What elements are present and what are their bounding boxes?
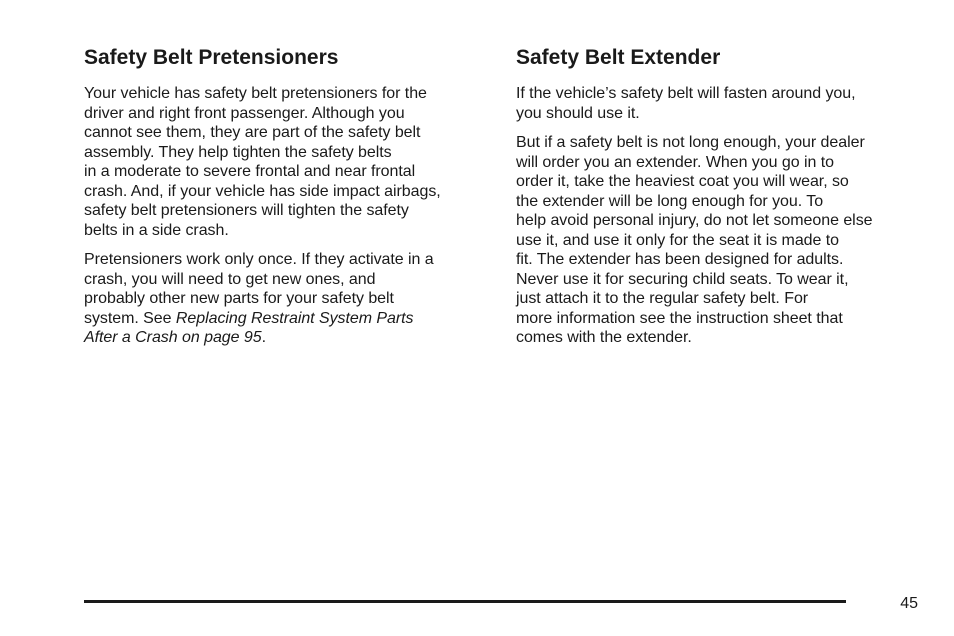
- text-line: If the vehicle’s safety belt will fasten around you,: [516, 85, 856, 102]
- extender-paragraph-1: [516, 84, 926, 123]
- pretensioners-paragraph-1: [84, 84, 494, 240]
- text-line: fit. The extender has been designed for adults.: [516, 251, 844, 268]
- left-column: [84, 44, 494, 358]
- text-line: order it, take the heaviest coat you will wear, so: [516, 173, 849, 190]
- footer-divider: [84, 600, 846, 603]
- section-heading-extender: Safety Belt Extender: [516, 46, 721, 69]
- text-line: help avoid personal injury, do not let someone else: [516, 212, 873, 229]
- text-line: [84, 309, 494, 329]
- text-line: safety belt pretensioners will tighten the safety: [84, 202, 409, 219]
- text-line: just attach it to the regular safety belt. For: [516, 290, 809, 307]
- text-line: crash. And, if your vehicle has side impact airbags,: [84, 182, 441, 200]
- text-line: will order you an extender. When you go in to: [516, 153, 834, 171]
- page-number: 45: [900, 595, 918, 612]
- pretensioners-paragraph-2: [84, 250, 494, 348]
- section-heading-pretensioners: Safety Belt Pretensioners: [84, 46, 339, 69]
- sentence-end: .: [261, 329, 266, 346]
- text-line: belts in a side crash.: [84, 221, 229, 239]
- cross-reference-link[interactable]: Replacing Restraint System Parts: [175, 309, 414, 327]
- text-line: use it, and use it only for the seat it is made to: [516, 231, 840, 249]
- text-line: driver and right front passenger. Although you: [84, 104, 405, 122]
- cross-reference-link-continued[interactable]: After a Crash on page 95: [84, 329, 262, 346]
- text-line: more information see the instruction sheet that: [516, 309, 843, 327]
- text-line: Your vehicle has safety belt pretensioners for the: [84, 85, 427, 102]
- text-line: you should use it.: [516, 104, 640, 122]
- text-line: assembly. They help tighten the safety belts: [84, 143, 392, 161]
- see-prefix: system. See: [84, 309, 176, 327]
- text-line: comes with the extender.: [516, 329, 692, 346]
- text-line: Pretensioners work only once. If they activate in a: [84, 251, 434, 268]
- text-line: the extender will be long enough for you. To: [516, 192, 824, 210]
- text-line: in a moderate to severe frontal and near frontal: [84, 163, 416, 180]
- text-line: probably other new parts for your safety belt: [84, 290, 394, 307]
- text-line: [84, 328, 494, 348]
- text-line: Never use it for securing child seats. To wear it,: [516, 270, 849, 288]
- text-line: But if a safety belt is not long enough, your dealer: [516, 134, 865, 151]
- text-line: crash, you will need to get new ones, and: [84, 270, 376, 288]
- extender-paragraph-2: [516, 133, 926, 348]
- right-column: [516, 44, 926, 358]
- text-line: cannot see them, they are part of the safety belt: [84, 124, 421, 141]
